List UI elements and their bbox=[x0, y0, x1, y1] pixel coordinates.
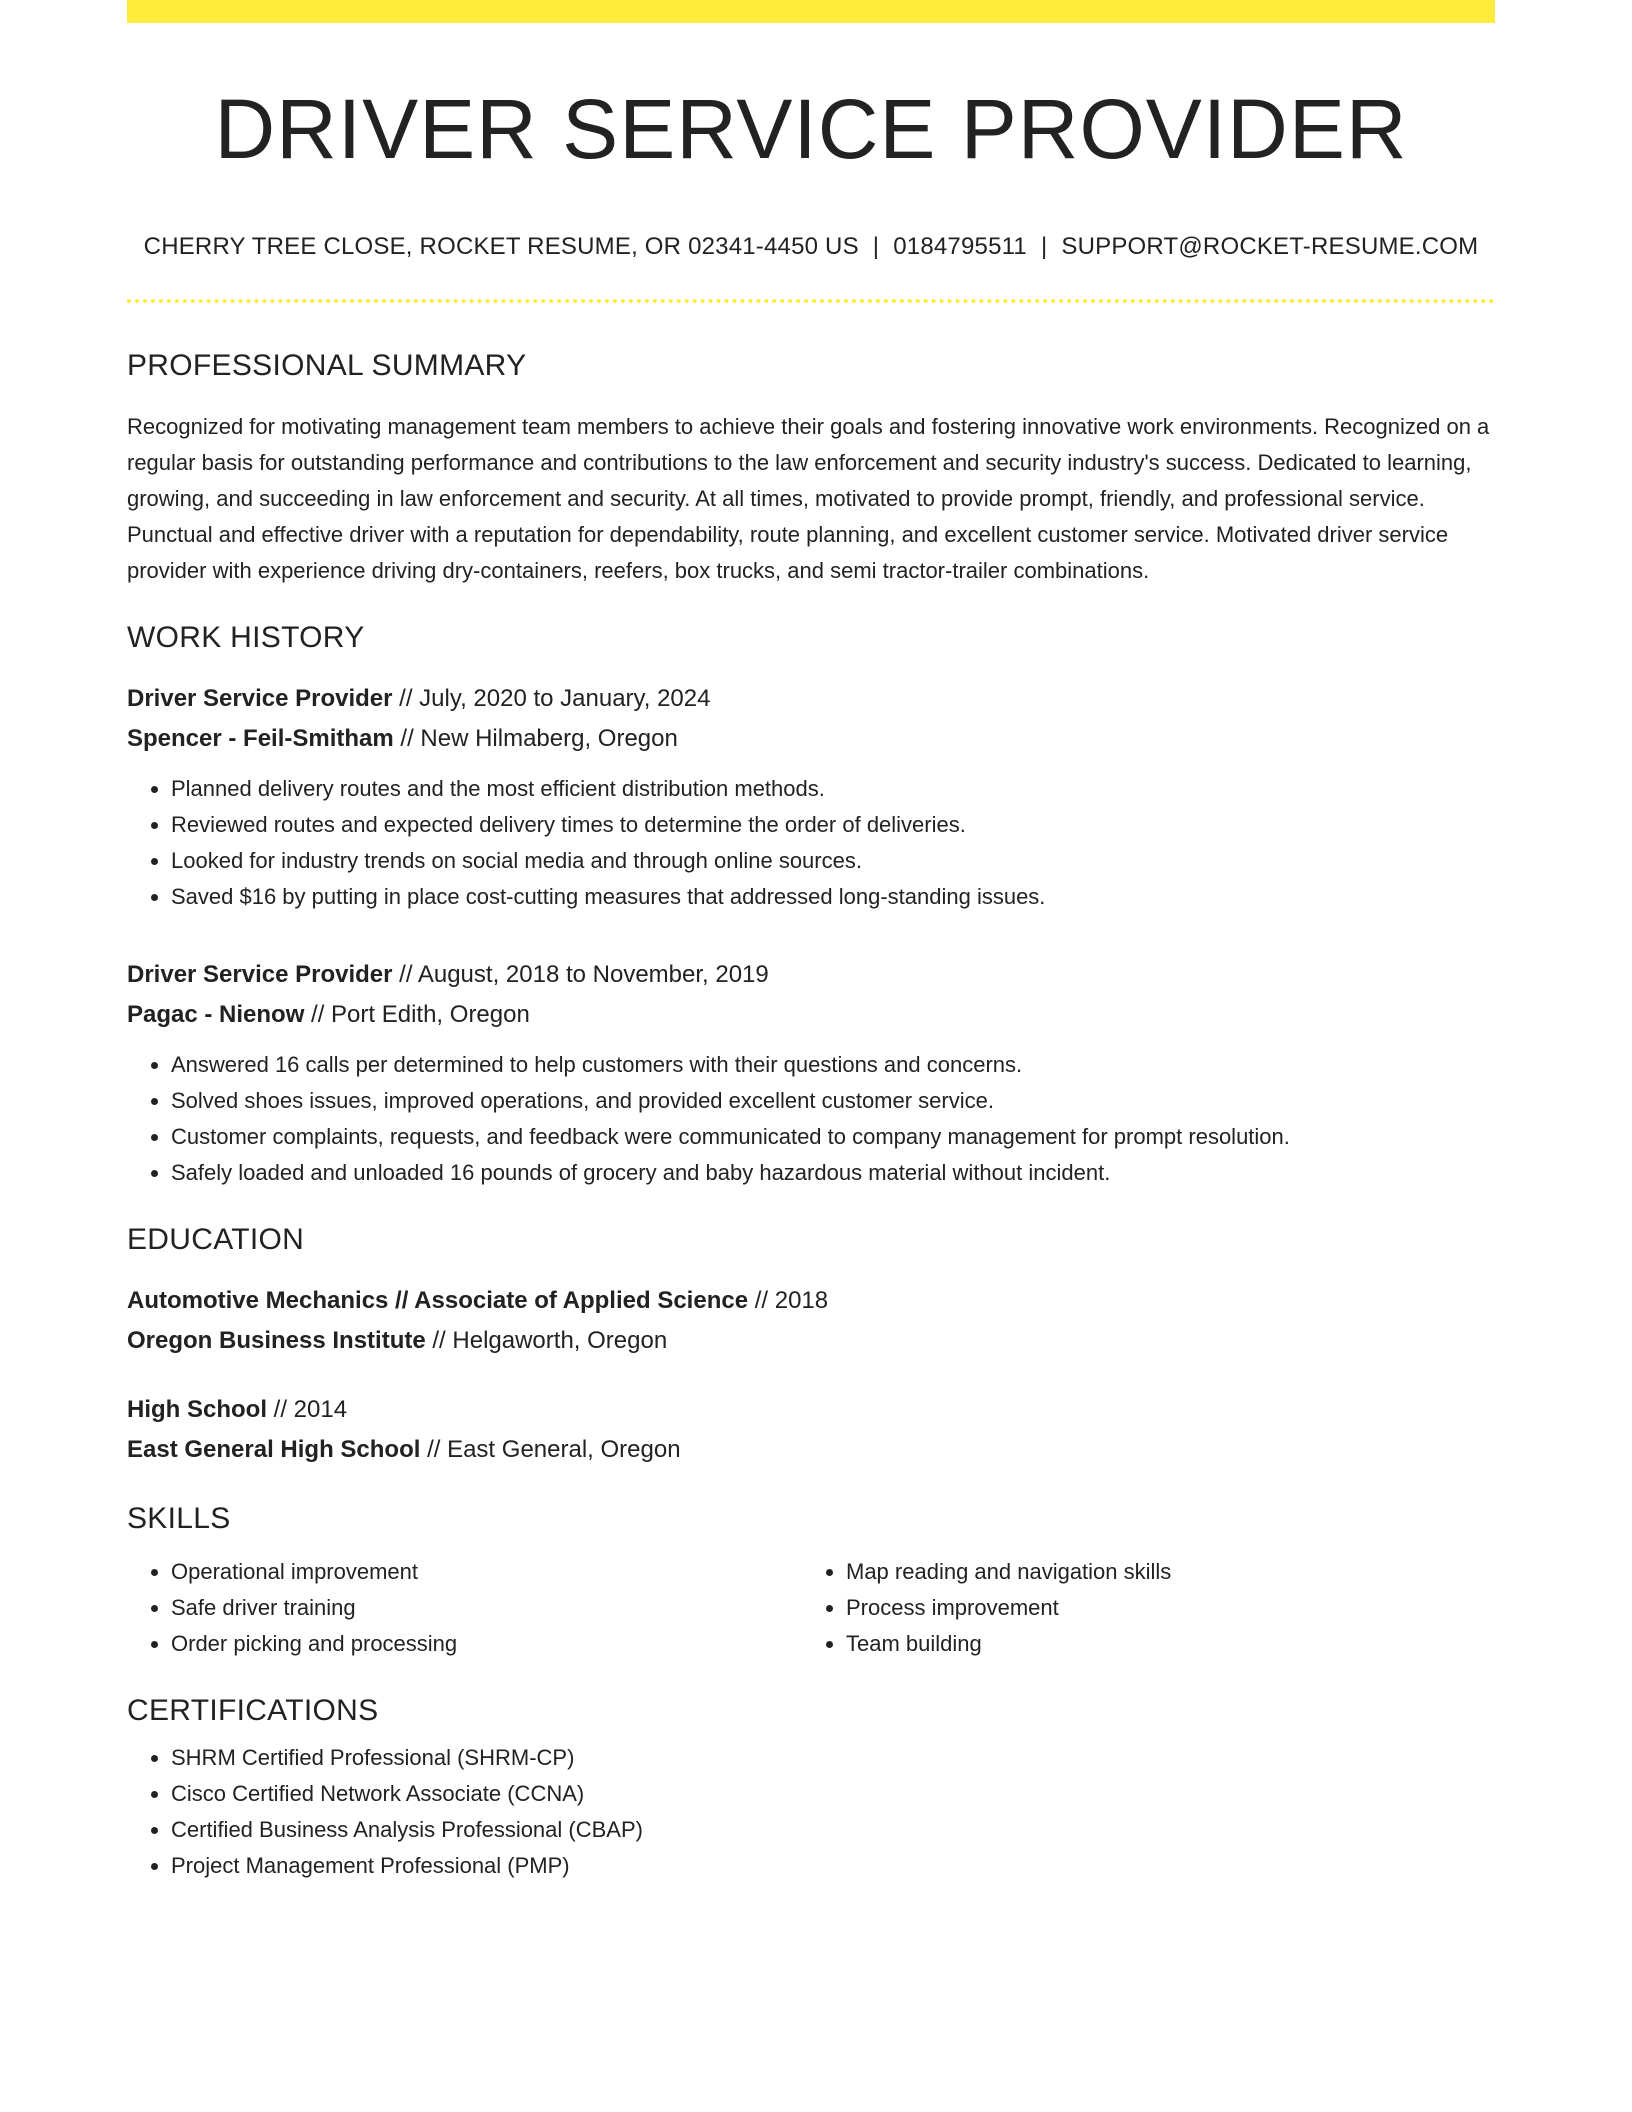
accent-top-bar bbox=[127, 0, 1495, 23]
contact-separator: | bbox=[1040, 233, 1048, 261]
education-degree: High School bbox=[127, 1396, 267, 1424]
contact-address: CHERRY TREE CLOSE, ROCKET RESUME, OR 02341-4450 US bbox=[143, 233, 859, 261]
list-item: • Looked for industry trends on social media and through online sources. bbox=[171, 843, 1495, 879]
list-item: • Map reading and navigation skills bbox=[846, 1554, 1477, 1590]
resume-name-title: DRIVER SERVICE PROVIDER bbox=[214, 82, 1408, 176]
education-location: // Helgaworth, Oregon bbox=[425, 1327, 668, 1355]
job-entry bbox=[127, 955, 1495, 1191]
education-location: // East General, Oregon bbox=[420, 1436, 681, 1464]
education-school: East General High School bbox=[127, 1436, 421, 1464]
education-school: Oregon Business Institute bbox=[127, 1327, 426, 1355]
section-title-skills: SKILLS bbox=[127, 1502, 231, 1536]
job-company-line bbox=[127, 995, 1495, 1035]
job-entry bbox=[127, 679, 1495, 915]
job-location: // New Hilmaberg, Oregon bbox=[393, 725, 678, 753]
list-item: • Project Management Professional (PMP) bbox=[171, 1848, 1495, 1884]
section-title-education: EDUCATION bbox=[127, 1223, 305, 1257]
list-item: • Certified Business Analysis Professional (CBAP) bbox=[171, 1812, 1495, 1848]
job-company: Pagac - Nienow bbox=[127, 1001, 305, 1029]
contact-separator: | bbox=[872, 233, 880, 261]
job-title-line bbox=[127, 955, 1495, 995]
contact-email[interactable]: SUPPORT@ROCKET-RESUME.COM bbox=[1061, 233, 1479, 261]
list-item: • Process improvement bbox=[846, 1590, 1477, 1626]
education-school-line bbox=[127, 1321, 1495, 1361]
job-company-line bbox=[127, 719, 1495, 759]
list-item: • Order picking and processing bbox=[171, 1626, 802, 1662]
summary-paragraph: Recognized for motivating management team members to achieve their goals and fostering innovative work environments. Recognized on a regular basis for outstanding performance and contributions to the law enforcement and security industry's success. Dedicated to learning, growing, and succeeding in law enforcement and security. At all times, motivated to provide prompt, friendly, and professional service. Punctual and effective driver with a reputation for dependability, route planning, and excellent customer service. Motivated driver service provider with experience driving dry-containers, reefers, box trucks, and semi tractor-trailer combinations. bbox=[127, 414, 1490, 584]
education-degree: Automotive Mechanics // Associate of Applied Science bbox=[127, 1287, 749, 1315]
section-title-certifications: CERTIFICATIONS bbox=[127, 1694, 379, 1728]
resume-page bbox=[127, 0, 1495, 1884]
list-item: • Safe driver training bbox=[171, 1590, 802, 1626]
skills-grid bbox=[127, 1554, 1495, 1662]
list-item: • Customer complaints, requests, and feedback were communicated to company management for prompt resolution. bbox=[171, 1119, 1495, 1155]
list-item: • Saved $16 by putting in place cost-cutting measures that addressed long-standing issues. bbox=[171, 879, 1495, 915]
job-company: Spencer - Feil-Smitham bbox=[127, 725, 394, 753]
list-item: • Team building bbox=[846, 1626, 1477, 1662]
job-dates: // July, 2020 to January, 2024 bbox=[392, 685, 711, 713]
skills-list bbox=[802, 1554, 1477, 1662]
list-item: • Reviewed routes and expected delivery times to determine the order of deliveries. bbox=[171, 807, 1495, 843]
skills-column-right bbox=[802, 1554, 1477, 1662]
section-title-summary: PROFESSIONAL SUMMARY bbox=[127, 349, 527, 383]
list-item: • Solved shoes issues, improved operations, and provided excellent customer service. bbox=[171, 1083, 1495, 1119]
education-year: // 2018 bbox=[748, 1287, 829, 1315]
education-year: // 2014 bbox=[267, 1396, 348, 1424]
job-bullet-list bbox=[127, 771, 1495, 915]
job-role: Driver Service Provider bbox=[127, 685, 393, 713]
skills-list bbox=[127, 1554, 802, 1662]
contact-phone: 0184795511 bbox=[893, 233, 1027, 261]
list-item: • Safely loaded and unloaded 16 pounds of grocery and baby hazardous material without incident. bbox=[171, 1155, 1495, 1191]
education-degree-line bbox=[127, 1281, 1495, 1321]
list-item: • Planned delivery routes and the most efficient distribution methods. bbox=[171, 771, 1495, 807]
job-bullet-list bbox=[127, 1047, 1495, 1191]
contact-line bbox=[127, 233, 1495, 261]
education-entry bbox=[127, 1390, 1495, 1470]
education-degree-line bbox=[127, 1390, 1495, 1430]
skills-column-left bbox=[127, 1554, 802, 1662]
job-role: Driver Service Provider bbox=[127, 961, 393, 989]
job-location: // Port Edith, Oregon bbox=[304, 1001, 530, 1029]
list-item: • SHRM Certified Professional (SHRM-CP) bbox=[171, 1740, 1495, 1776]
education-entry bbox=[127, 1281, 1495, 1361]
list-item: • Operational improvement bbox=[171, 1554, 802, 1590]
list-item: • Cisco Certified Network Associate (CCNA) bbox=[171, 1776, 1495, 1812]
job-title-line bbox=[127, 679, 1495, 719]
certifications-list bbox=[127, 1740, 1495, 1884]
education-school-line bbox=[127, 1430, 1495, 1470]
job-dates: // August, 2018 to November, 2019 bbox=[392, 961, 769, 989]
dotted-divider bbox=[127, 299, 1495, 303]
section-title-work-history: WORK HISTORY bbox=[127, 621, 365, 655]
list-item: • Answered 16 calls per determined to help customers with their questions and concerns. bbox=[171, 1047, 1495, 1083]
